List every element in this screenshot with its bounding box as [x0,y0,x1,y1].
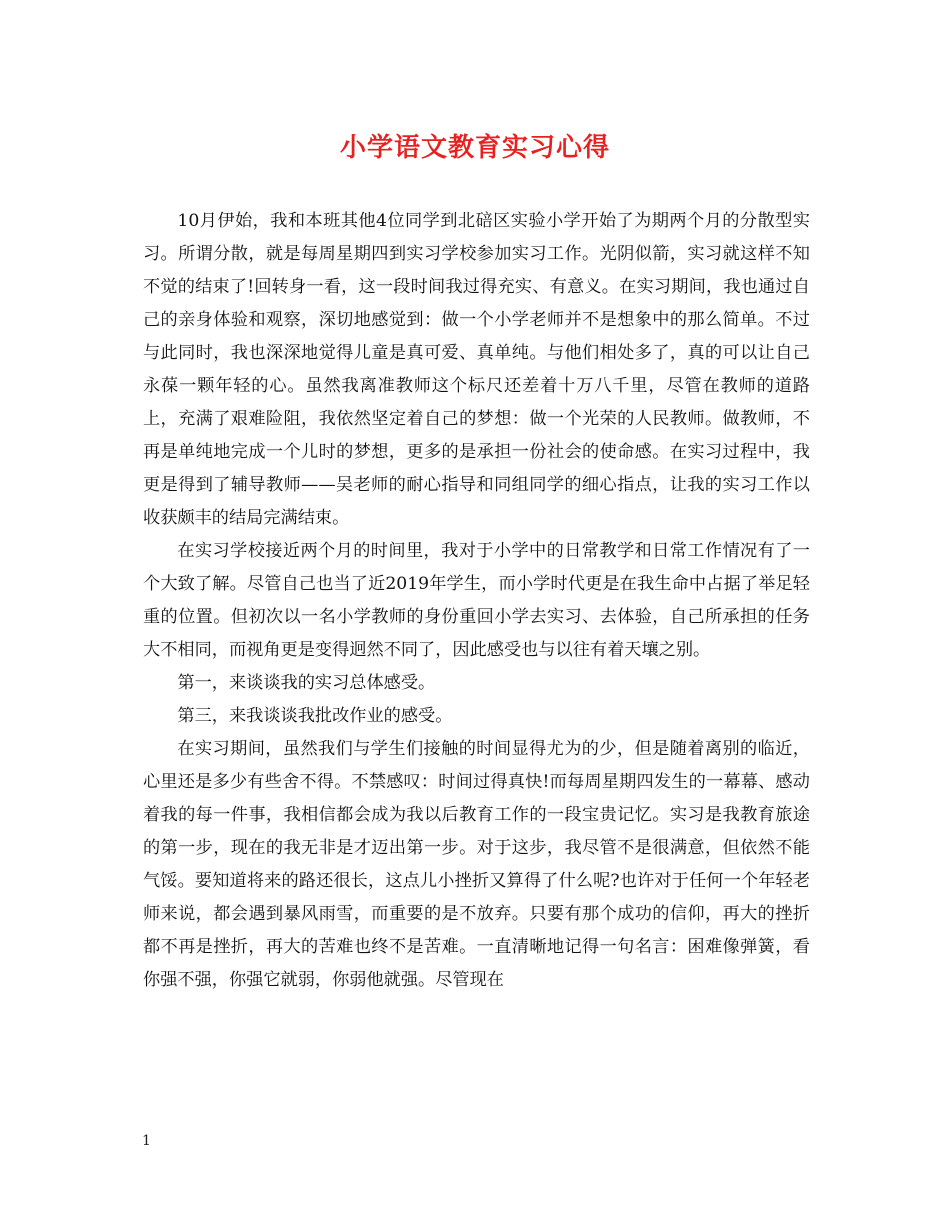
page-number: 1 [142,1133,151,1149]
paragraph: 在实习期间，虽然我们与学生们接触的时间显得尤为的少，但是随着离别的临近，心里还是多少有些舍不得。不禁感叹：时间过得真快!而每周星期四发生的一幕幕、感动着我的每一件事，我相信都会成为我以后教育工作的一段宝贵记忆。实习是我教育旅途的第一步，现在的我无非是才迈出第一步。对于这步，我尽管不是很满意，但依然不能气馁。要知道将来的路还很长，这点儿小挫折又算得了什么呢?也许对于任何一个年轻老师来说，都会遇到暴风雨雪，而重要的是不放弃。只要有那个成功的信仰，再大的挫折都不再是挫折，再大的苦难也终不是苦难。一直清晰地记得一句名言：困难像弹簧，看你强不强，你强它就弱，你弱他就强。尽管现在 [143,739,810,990]
document-title: 小学语文教育实习心得 [339,133,610,163]
document-body [143,205,810,997]
paragraph: 10月伊始，我和本班其他4位同学到北碚区实验小学开始了为期两个月的分散型实习。所谓分散，就是每周星期四到实习学校参加实习工作。光阴似箭，实习就这样不知不觉的结束了!回转身一看，这一段时间我过得充实、有意义。在实习期间，我也通过自己的亲身体验和观察，深切地感觉到：做一个小学老师并不是想象中的那么简单。不过与此同时，我也深深地觉得儿童是真可爱、真单纯。与他们相处多了，真的可以让自己永葆一颗年轻的心。虽然我离准教师这个标尺还差着十万八千里，尽管在教师的道路上，充满了艰难险阻，我依然坚定着自己的梦想：做一个光荣的人民教师。做教师，不再是单纯地完成一个儿时的梦想，更多的是承担一份社会的使命感。在实习过程中，我更是得到了辅导教师——吴老师的耐心指导和同组同学的细心指点，让我的实习工作以收获颇丰的结局完满结束。 [143,211,810,528]
paragraph: 在实习学校接近两个月的时间里，我对于小学中的日常教学和日常工作情况有了一个大致了解。尽管自己也当了近2019年学生，而小学时代更是在我生命中占据了举足轻重的位置。但初次以一名小学教师的身份重回小学去实习、去体验，自己所承担的任务大不相同，而视角更是变得迥然不同了，因此感受也与以往有着天壤之别。 [143,541,810,660]
paragraph: 第三，来我谈谈我批改作业的感受。 [177,706,453,726]
paragraph: 第一，来谈谈我的实习总体感受。 [177,673,436,693]
